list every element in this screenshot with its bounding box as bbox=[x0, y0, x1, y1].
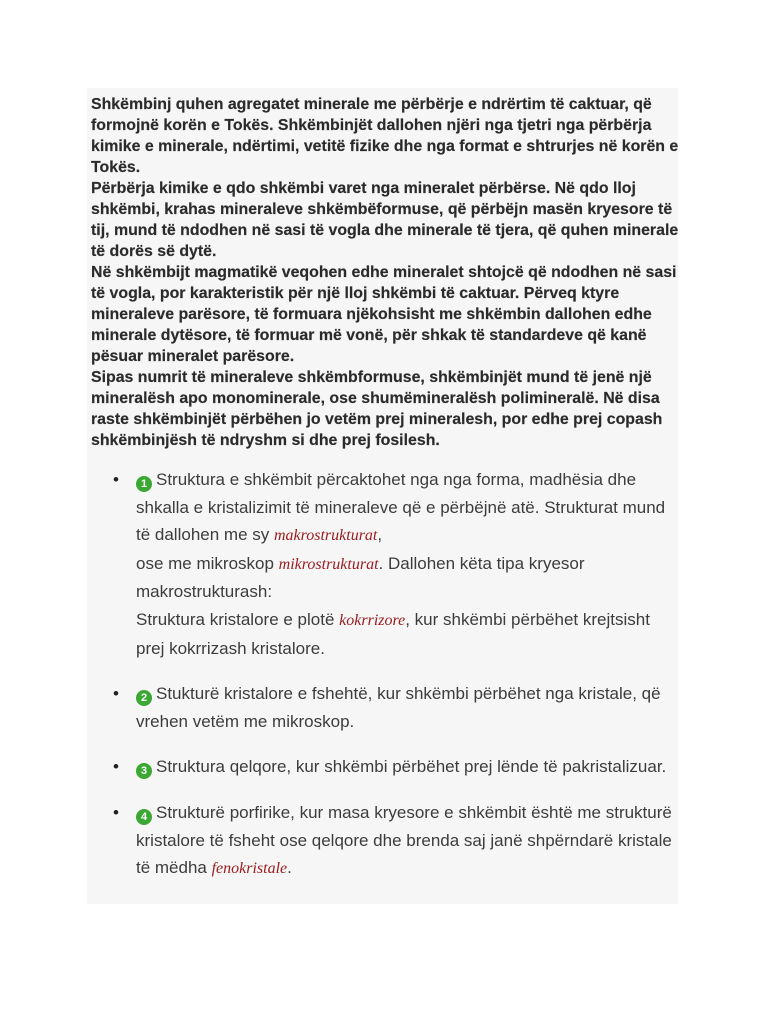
item-1-text: Struktura e shkëmbit përcaktohet nga nga forma, madhësia dhe shkalla e kristalizimit të mineraleve që e përbëjnë atë. Strukturat mund të dallohen me sy bbox=[136, 470, 666, 545]
list-item bbox=[0, 799, 678, 883]
bullet-icon: • bbox=[113, 757, 119, 777]
intro-paragraph-1: Shkëmbinj quhen agregatet minerale me përbërje e ndrërtim të caktuar, që formojnë korën e Tokës. Shkëmbinjët dallohen njëri nga tjetri nga përbërja kimike e minerale, ndërtimi, vetitë fizike dhe nga format e shtrurjes në korën e Tokës. bbox=[91, 96, 679, 176]
item-2-text: Stukturë kristalore e fshehtë, kur shkëmbi përbëhet nga kristale, që vrehen vetëm me mikroskop. bbox=[136, 684, 661, 731]
list-item bbox=[0, 753, 678, 781]
list-item bbox=[0, 680, 678, 735]
term-kokrrizore: kokrrizore bbox=[339, 611, 406, 629]
bullet-icon: • bbox=[113, 470, 119, 489]
bullet-icon: • bbox=[113, 802, 119, 822]
item-4-text: Strukturë porfirike, kur masa kryesore e shkëmbit është me strukturë kristalore të fsheht ose qelqore dhe brenda saj janë shpërndarë kristale të mëdha bbox=[136, 802, 672, 878]
list-item bbox=[0, 466, 678, 662]
intro-text bbox=[91, 94, 681, 451]
intro-paragraph-2: Përbërja kimike e qdo shkëmbi varet nga mineralet përbërse. Në qdo lloj shkëmbi, krahas mineraleve shkëmbëformuse, që përbëjn masën kryesore të tij, mund të ndodhen në sasi të vogla dhe minerale të tjera, që quhen minerale të dorës së dytë. bbox=[91, 180, 679, 260]
item-1-text-2: ose me mikroskop bbox=[136, 553, 279, 573]
item-1-text-3: . Dallohen këta tipa kryesor makrostrukturash: bbox=[136, 553, 585, 602]
structure-list bbox=[0, 466, 678, 901]
intro-paragraph-3: Në shkëmbijt magmatikë veqohen edhe mineralet shtojcë që ndodhen në sasi të vogla, por karakteristik për një lloj shkëmbi të caktuar. Përveq ktyre mineraleve parësore, të formuara njëkohsisht me shkëmbin dallohen edhe minerale dytësore, të formuar më vonë, për shkak të standardeve që kanë pësuar mineralet parësore. bbox=[91, 264, 677, 365]
item-1-text-4: Struktura kristalore e plotë bbox=[136, 609, 340, 629]
item-1-comma: , bbox=[377, 525, 383, 545]
item-3-text: Struktura qelqore, kur shkëmbi përbëhet prej lënde të pakristalizuar. bbox=[156, 757, 667, 777]
number-3-icon: 3 bbox=[136, 763, 152, 779]
item-4-tail: . bbox=[287, 858, 292, 878]
number-2-icon: 2 bbox=[136, 690, 152, 706]
term-makrostrukturat: makrostrukturat bbox=[273, 527, 378, 545]
item-1-text-5: , kur shkëmbi përbëhet krejtsisht prej kokrrizash kristalore. bbox=[136, 609, 650, 658]
number-4-icon: 4 bbox=[136, 809, 152, 825]
bullet-icon: • bbox=[113, 684, 119, 704]
intro-paragraph-4: Sipas numrit të mineraleve shkëmbformuse, shkëmbinjët mund të jenë një mineralësh apo monominerale, ose shumëmineralësh polimineralë. Në disa raste shkëmbinjët përbëhen jo vetëm prej mineralesh, por edhe prej copash shkëmbinjësh të ndryshm si dhe prej fosilesh. bbox=[91, 369, 663, 449]
term-mikrostrukturat: mikrostrukturat bbox=[278, 555, 379, 573]
number-1-icon: 1 bbox=[136, 476, 152, 492]
term-fenokristale: fenokristale bbox=[211, 860, 288, 878]
